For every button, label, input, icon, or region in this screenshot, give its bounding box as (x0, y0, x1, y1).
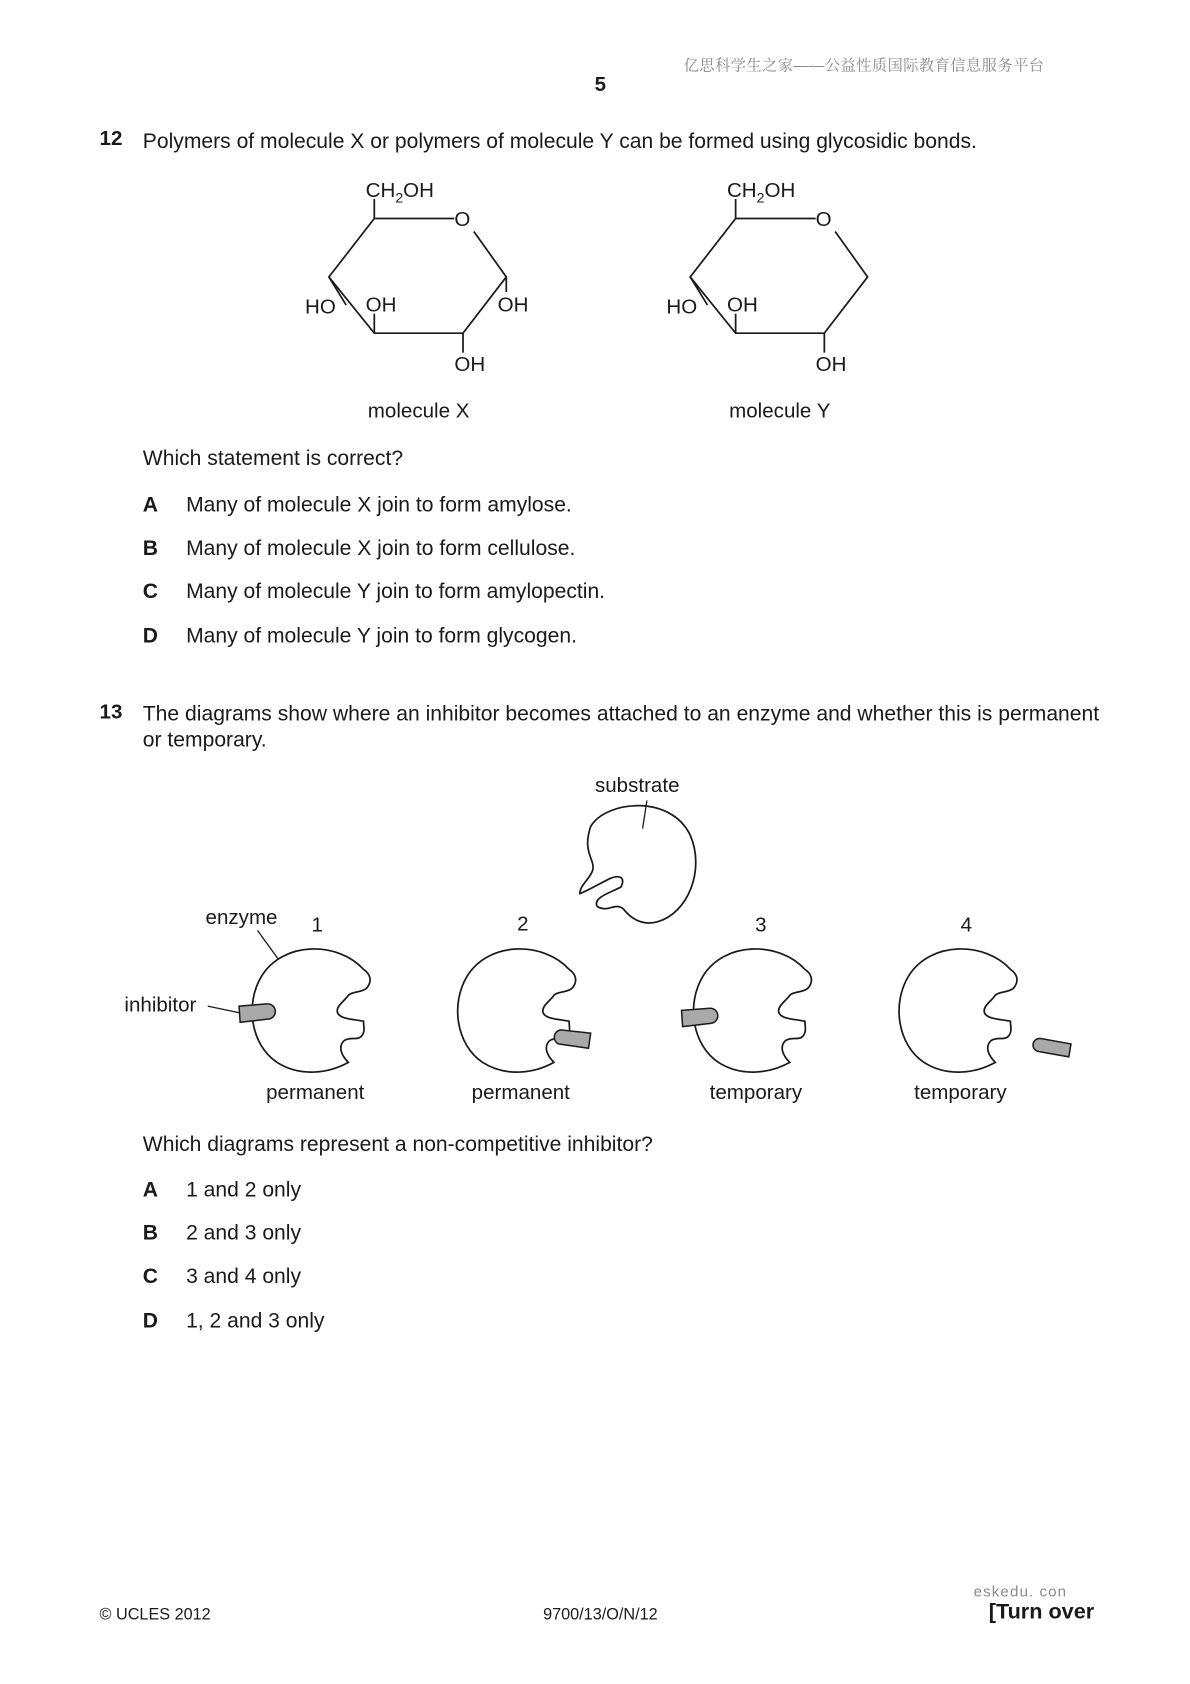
q13-prompt: Which diagrams represent a non-competitive inhibitor? (142, 1132, 653, 1157)
q13-option-c-letter: C (142, 1264, 159, 1289)
q13-option-a-text: 1 and 2 only (186, 1178, 302, 1202)
footer-copyright: © UCLES 2012 (99, 1605, 211, 1624)
panel-3-number: 3 (755, 913, 767, 937)
q12-prompt: Which statement is correct? (142, 446, 404, 471)
q12-option-d-letter: D (142, 624, 159, 648)
q12-option-c-text: Many of molecule Y join to form amylopectin. (186, 579, 606, 604)
q12-option-a-letter: A (142, 493, 159, 518)
q13-option-d-letter: D (142, 1308, 159, 1333)
q13-option-a-letter: A (142, 1178, 159, 1202)
molecule-y-oh-c3: OH (726, 293, 758, 317)
q12-number: 12 (99, 127, 123, 151)
molecule-y-oh-c2: OH (815, 353, 847, 377)
molecule-x-oh-c1: OH (497, 293, 529, 317)
inhibitor-label: inhibitor (124, 993, 197, 1017)
q12-option-b-text: Many of molecule X join to form cellulose. (186, 536, 576, 561)
turn-over: [Turn over (988, 1599, 1095, 1624)
panel-2-inhibitor (554, 1030, 590, 1048)
molecule-x-ch2oh: $CH_2OH$ (365, 178, 434, 206)
q12-option-b-letter: B (142, 536, 159, 561)
header-watermark: 亿思科学生之家——公益性质国际教育信息服务平台 (683, 56, 1045, 74)
footer-code: 9700/13/O/N/12 (543, 1605, 658, 1624)
molecule-x-ho: HO (305, 295, 336, 319)
panel-4-caption: temporary (914, 1081, 1007, 1105)
q13-number: 13 (99, 701, 123, 724)
molecule-x-ring-o: O (454, 208, 471, 232)
molecule-y-ring-o: O (815, 208, 832, 232)
page-number: 5 (594, 73, 607, 97)
q12-option-a-text: Many of molecule X join to form amylose. (186, 493, 572, 518)
panel-2-caption: permanent (471, 1081, 570, 1105)
molecule-x-oh-c2: OH (454, 353, 486, 377)
panel-4-enzyme (899, 949, 1017, 1072)
q13-text: The diagrams show where an inhibitor becomes attached to an enzyme and whether this is permanent or temporary. (142, 702, 1100, 752)
panel-3-inhibitor (682, 1008, 718, 1026)
panel-1-inhibitor (239, 1004, 275, 1022)
molecule-y-caption: molecule Y (729, 399, 831, 423)
enzyme-label: enzyme (205, 905, 278, 929)
q12-option-d-text: Many of molecule Y join to form glycogen. (186, 624, 577, 648)
panel-1-caption: permanent (266, 1081, 365, 1105)
panel-1-number: 1 (311, 913, 323, 937)
q13-option-c-text: 3 and 4 only (186, 1264, 302, 1289)
molecule-y-ring (690, 219, 867, 334)
molecule-x-caption: molecule X (367, 399, 470, 423)
q13-option-b-text: 2 and 3 only (186, 1221, 302, 1246)
q12-molecule-diagram (292, 173, 898, 433)
substrate-shape (580, 806, 696, 923)
panel-3-caption: temporary (709, 1081, 803, 1105)
q12-option-c-letter: C (142, 579, 159, 604)
footer-watermark: eskedu. con (973, 1582, 1068, 1600)
q12-text: Polymers of molecule X or polymers of molecule Y can be formed using glycosidic bonds. (142, 129, 977, 154)
molecule-x-ring (329, 219, 506, 334)
q13-option-d-text: 1, 2 and 3 only (186, 1308, 325, 1333)
panel-4-number: 4 (960, 913, 973, 937)
substrate-label: substrate (594, 773, 680, 797)
molecule-x-oh-c3: OH (365, 293, 397, 317)
panel-4-inhibitor (1033, 1038, 1071, 1056)
panel-2-enzyme (458, 949, 576, 1072)
q13-enzyme-diagram (108, 757, 1103, 1114)
molecule-y-ho: HO (666, 295, 698, 319)
molecule-y-ch2oh: $CH_2OH$ (726, 178, 796, 206)
panel-2-number: 2 (517, 912, 529, 936)
molecule-x (329, 199, 506, 353)
q13-option-b-letter: B (142, 1221, 159, 1246)
molecule-y (690, 199, 867, 353)
